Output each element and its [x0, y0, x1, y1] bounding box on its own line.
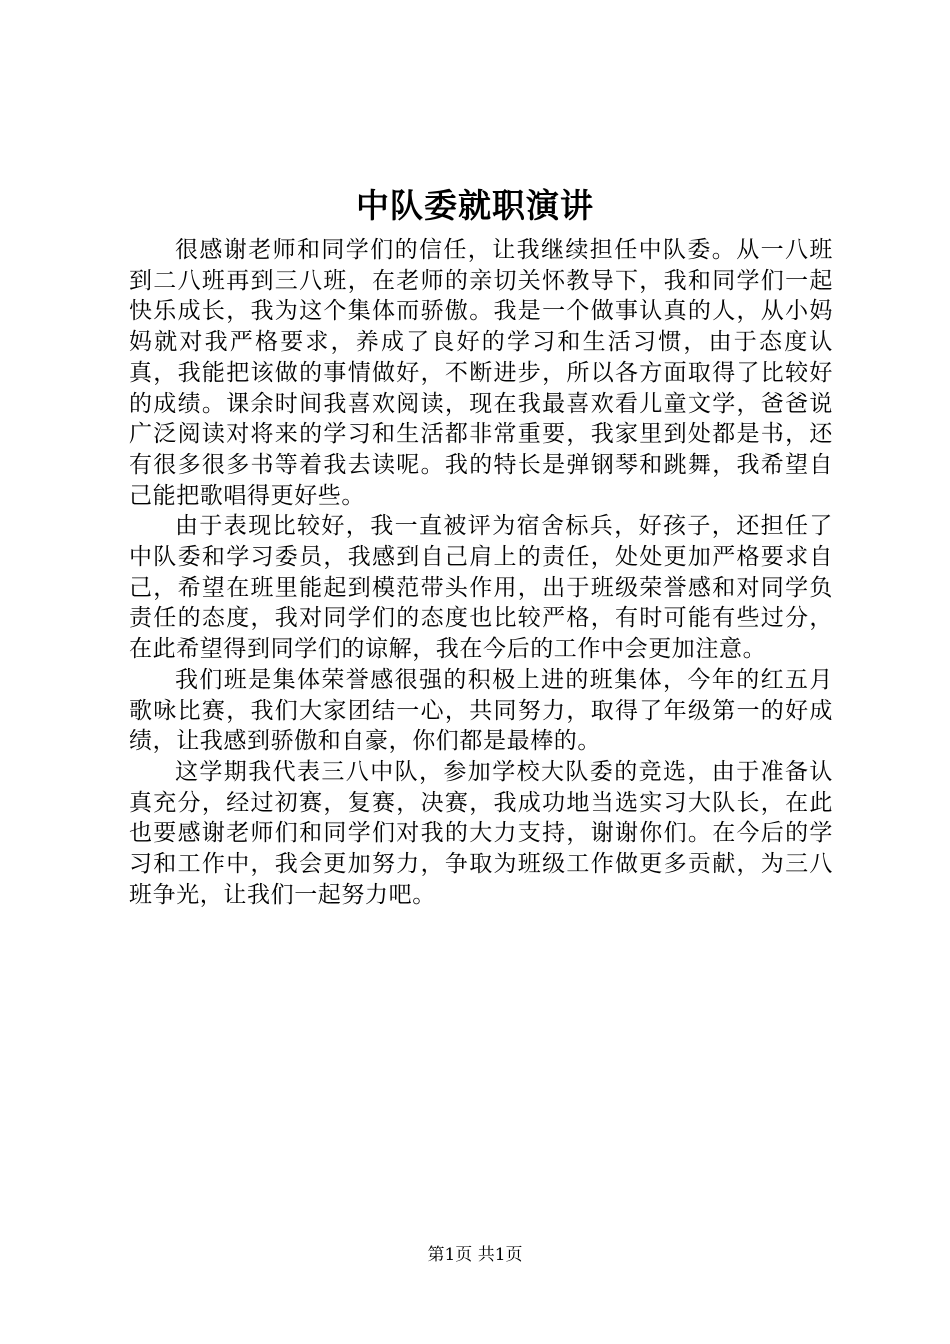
- paragraph-3: 我们班是集体荣誉感很强的积极上进的班集体，今年的红五月歌咏比赛，我们大家团结一心，共同努力，取得了年级第一的好成绩，让我感到骄傲和自豪，你们都是最棒的。: [129, 666, 833, 755]
- paragraph-2: 由于表现比较好，我一直被评为宿舍标兵，好孩子，还担任了中队委和学习委员，我感到自己肩上的责任，处处更加严格要求自己，希望在班里能起到模范带头作用，出于班级荣誉感和对同学负责任的态度，我对同学们的态度也比较严格，有时可能有些过分，在此希望得到同学们的谅解，我在今后的工作中会更加注意。: [129, 513, 833, 663]
- document-title: 中队委就职演讲: [356, 186, 594, 225]
- paragraph-1: 很感谢老师和同学们的信任，让我继续担任中队委。从一八班到二八班再到三八班，在老师的亲切关怀教导下，我和同学们一起快乐成长，我为这个集体而骄傲。我是一个做事认真的人，从小妈妈就对我严格要求，养成了良好的学习和生活习惯，由于态度认真，我能把该做的事情做好，不断进步，所以各方面取得了比较好的成绩。课余时间我喜欢阅读，现在我最喜欢看儿童文学，爸爸说广泛阅读对将来的学习和生活都非常重要，我家里到处都是书，还有很多很多书等着我去读呢。我的特长是弹钢琴和跳舞，我希望自己能把歌唱得更好些。: [129, 237, 833, 509]
- document-body: [129, 235, 833, 910]
- paragraph-4: 这学期我代表三八中队，参加学校大队委的竞选，由于准备认真充分，经过初赛，复赛，决赛，我成功地当选实习大队长，在此也要感谢老师们和同学们对我的大力支持，谢谢你们。在今后的学习和工作中，我会更加努力，争取为班级工作做更多贡献，为三八班争光，让我们一起努力吧。: [129, 758, 833, 908]
- page-number-footer: 第1页 共1页: [427, 1245, 523, 1265]
